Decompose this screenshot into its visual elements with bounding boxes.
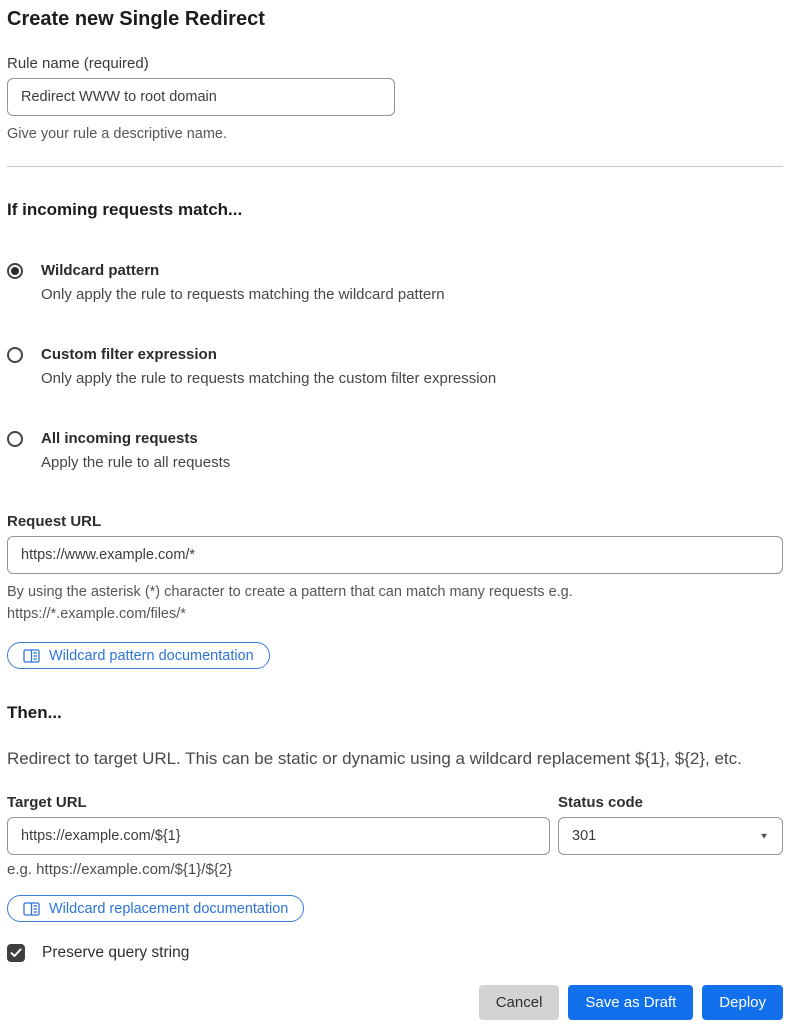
wildcard-pattern-docs-button[interactable] <box>7 642 270 669</box>
preserve-query-string-label: Preserve query string <box>42 944 190 961</box>
match-section-heading: If incoming requests match... <box>7 200 243 219</box>
save-as-draft-button[interactable]: Save as Draft <box>568 985 693 1020</box>
doc-button-label: Wildcard replacement documentation <box>49 900 289 917</box>
radio-label: Wildcard pattern <box>41 262 160 279</box>
book-icon <box>23 902 40 916</box>
target-url-label: Target URL <box>7 794 87 811</box>
wildcard-replacement-docs-button[interactable] <box>7 895 304 922</box>
radio-option-custom-filter-expression[interactable] <box>7 345 783 391</box>
radio-label: All incoming requests <box>41 430 198 447</box>
request-url-helper <box>7 581 783 625</box>
match-type-radio-group <box>7 261 783 475</box>
radio-icon[interactable] <box>7 347 23 363</box>
radio-option-wildcard-pattern[interactable] <box>7 261 783 307</box>
radio-icon[interactable] <box>7 431 23 447</box>
section-divider <box>7 166 783 167</box>
radio-label: Custom filter expression <box>41 346 217 363</box>
rule-name-helper: Give your rule a descriptive name. <box>7 126 228 142</box>
radio-description: Only apply the rule to requests matching the custom filter expression <box>41 370 497 387</box>
rule-name-field <box>7 54 783 145</box>
target-url-field <box>7 793 550 878</box>
status-code-value: 301 <box>572 828 597 844</box>
status-code-label: Status code <box>558 794 644 811</box>
then-description: Redirect to target URL. This can be static or dynamic using a wildcard replacement ${1}, ${2}, etc. <box>7 749 742 768</box>
radio-description: Apply the rule to all requests <box>41 454 231 471</box>
doc-button-label: Wildcard pattern documentation <box>49 647 254 664</box>
page-title: Create new Single Redirect <box>7 8 265 30</box>
status-code-select[interactable] <box>558 817 783 855</box>
request-url-input[interactable] <box>7 536 783 574</box>
request-url-helper-line2: https://*.example.com/files/* <box>7 606 186 622</box>
target-url-input[interactable] <box>7 817 550 855</box>
request-url-label: Request URL <box>7 513 102 530</box>
status-code-field <box>558 793 783 878</box>
radio-icon[interactable] <box>7 263 23 279</box>
footer-actions <box>7 985 783 1020</box>
request-url-field <box>7 512 783 625</box>
radio-description: Only apply the rule to requests matching the wildcard pattern <box>41 286 445 303</box>
then-section-heading: Then... <box>7 703 62 722</box>
request-url-helper-line1: By using the asterisk (*) character to create a pattern that can match many requests e.g. <box>7 584 573 600</box>
target-row <box>7 793 783 878</box>
preserve-query-string-row[interactable] <box>7 944 783 962</box>
cancel-button[interactable]: Cancel <box>479 985 560 1020</box>
deploy-button[interactable]: Deploy <box>702 985 783 1020</box>
target-url-helper: e.g. https://example.com/${1}/${2} <box>7 861 233 878</box>
book-icon <box>23 649 40 663</box>
checkbox-icon[interactable] <box>7 944 25 962</box>
rule-name-label: Rule name (required) <box>7 55 149 72</box>
chevron-down-icon: ▼ <box>759 831 769 841</box>
rule-name-input[interactable] <box>7 78 395 116</box>
radio-option-all-incoming-requests[interactable] <box>7 429 783 475</box>
